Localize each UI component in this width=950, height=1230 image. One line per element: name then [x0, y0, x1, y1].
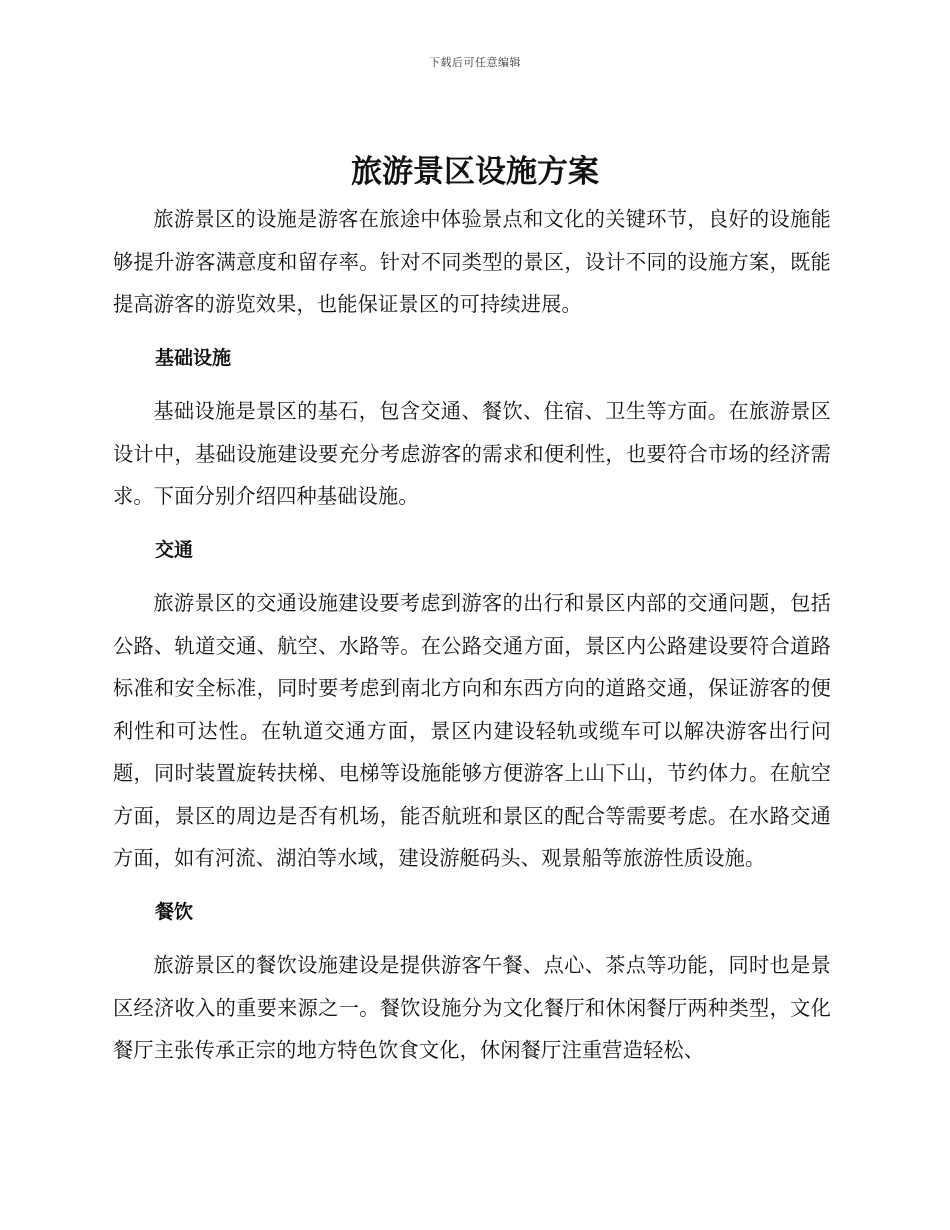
section-paragraph-dining: 旅游景区的餐饮设施建设是提供游客午餐、点心、茶点等功能，同时也是景区经济收入的重要来源之一。餐饮设施分为文化餐厅和休闲餐厅两种类型，文化餐厅主张传承正宗的地方特色饮食文化，休闲餐厅注重营造轻松、 [113, 953, 831, 1062]
page-header-note: 下载后可任意编辑 [429, 56, 521, 69]
section-heading-dining: 餐饮 [155, 900, 194, 923]
document-body [113, 198, 831, 1072]
section-paragraph-transport: 旅游景区的交通设施建设要考虑到游客的出行和景区内部的交通问题，包括公路、轨道交通、航空、水路等。在公路交通方面，景区内公路建设要符合道路标准和安全标准，同时要考虑到南北方向和东西方向的道路交通，保证游客的便利性和可达性。在轨道交通方面，景区内建设轻轨或缆车可以解决游客出行问题，同时装置旋转扶梯、电梯等设施能够方便游客上山下山，节约体力。在航空方面，景区的周边是否有机场，能否航班和景区的配合等需要考虑。在水路交通方面，如有河流、湖泊等水域，建设游艇码头、观景船等旅游性质设施。 [113, 591, 831, 870]
section-heading-infrastructure: 基础设施 [155, 346, 232, 369]
section-paragraph-infrastructure: 基础设施是景区的基石，包含交通、餐饮、住宿、卫生等方面。在旅游景区设计中，基础设施建设要充分考虑游客的需求和便利性，也要符合市场的经济需求。下面分别介绍四种基础设施。 [113, 399, 831, 508]
document-title: 旅游景区设施方案 [351, 154, 599, 190]
intro-paragraph: 旅游景区的设施是游客在旅途中体验景点和文化的关键环节，良好的设施能够提升游客满意度和留存率。针对不同类型的景区，设计不同的设施方案，既能提高游客的游览效果，也能保证景区的可持续进展。 [113, 207, 831, 316]
section-heading-transport: 交通 [155, 538, 194, 561]
